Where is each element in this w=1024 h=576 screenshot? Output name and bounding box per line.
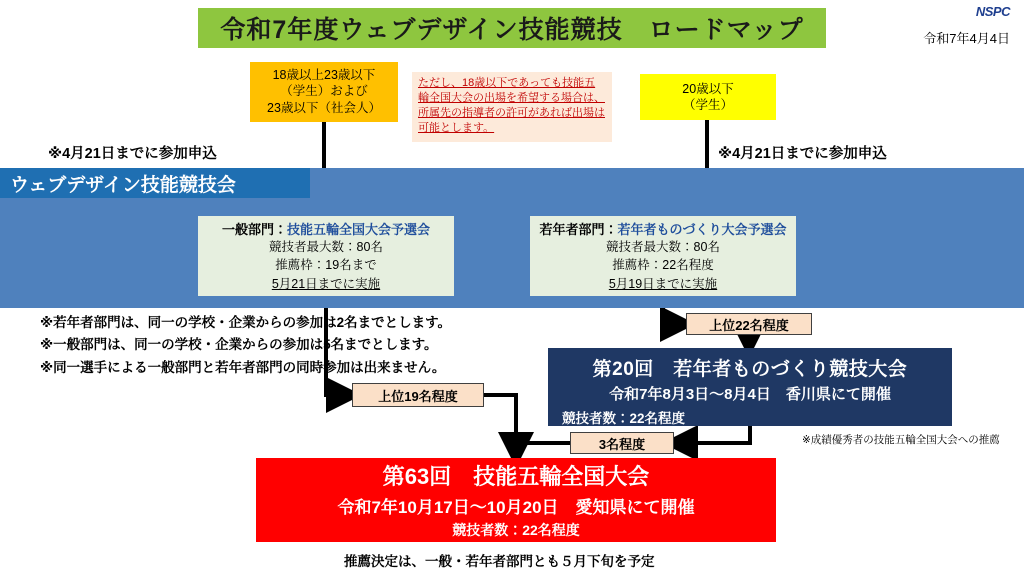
event-youth-title: 第20回 若年者ものづくり競技大会 [592,359,908,380]
logo: NSPC [975,4,1010,19]
division-youth-line-1: 競技者最大数：80名 [606,240,720,255]
event-youth-monodukuri [548,348,952,426]
participation-note-3: ※同一選手による一般部門と若年者部門の同時参加は出来ません。 [40,359,446,375]
event-national-schedule: 令和7年10月17日〜10月20日 愛知県にて開催 [337,498,695,517]
division-general-line-1: 競技者最大数：80名 [269,240,383,255]
exception-note-text: ただし、18歳以下であっても技能五輪全国大会の出場を希望する場合は、所属先の指導者の許可があれば出場は可能とします。 [418,77,605,134]
division-general-subtitle: 技能五輪全国大会予選会 [287,222,431,238]
event-national-title: 第63回 技能五輪全国大会 [382,464,650,489]
competition-band-label [0,168,310,198]
division-youth-heading [539,219,786,238]
event-national-skills [256,458,776,542]
flow-label-top19 [352,383,484,407]
competition-band-label-text: ウェブデザイン技能競技会 [10,174,236,196]
division-youth [530,216,796,296]
participation-note-2: ※一般部門は、同一の学校・企業からの参加は5名までとします。 [40,337,438,353]
event-youth-count: 競技者数：22名程度 [562,411,686,426]
event-youth-schedule: 令和7年8月3日〜8月4日 香川県にて開催 [609,386,891,403]
application-deadline-right: ※4月21日までに参加申込 [718,146,887,162]
division-youth-deadline: 5月19日までに実施 [608,276,718,291]
recommendation-note: ※成績優秀者の技能五輪全国大会への推薦 [802,434,1000,446]
division-general-category: 一般部門： [221,222,287,238]
page-title [198,8,826,48]
flow-label-top19-text: 上位19名程度 [378,388,458,404]
participation-notes [40,312,451,379]
division-general-heading [222,219,430,238]
division-youth-category: 若年者部門： [539,222,618,238]
participation-note-1: ※若年者部門は、同一の学校・企業からの参加は2名までとします。 [40,315,452,330]
age-criteria-youth-line-1: 20歳以下 [682,81,734,96]
event-national-count: 競技者数：22名程度 [452,522,580,538]
flow-label-top22-text: 上位22名程度 [709,317,789,333]
age-criteria-general [250,62,398,122]
flow-label-top22 [686,313,812,335]
exception-note [412,72,612,142]
bottom-note: 推薦決定は、一般・若年者部門とも５月下旬を予定 [344,554,655,569]
division-general [198,216,454,296]
division-general-line-2: 推薦枠：19名まで [275,258,377,273]
division-general-deadline: 5月21日までに実施 [271,276,381,291]
age-criteria-general-line-1: 18歳以上23歳以下 [272,67,376,82]
flow-label-three [570,432,674,454]
application-deadline-left: ※4月21日までに参加申込 [48,146,217,162]
division-youth-line-2: 推薦枠：22名程度 [612,258,714,273]
page-title-text: 令和7年度ウェブデザイン技能競技 ロードマップ [220,16,804,44]
document-date: 令和7年4月4日 [923,31,1010,46]
flow-label-three-text: 3名程度 [598,436,646,452]
age-criteria-youth-line-2: （学生） [682,98,733,112]
age-criteria-general-line-3: 23歳以下（社会人） [267,100,381,115]
division-youth-subtitle: 若年者ものづくり大会予選会 [617,222,787,238]
age-criteria-youth [640,74,776,120]
age-criteria-general-line-2: （学生）および [280,84,368,99]
